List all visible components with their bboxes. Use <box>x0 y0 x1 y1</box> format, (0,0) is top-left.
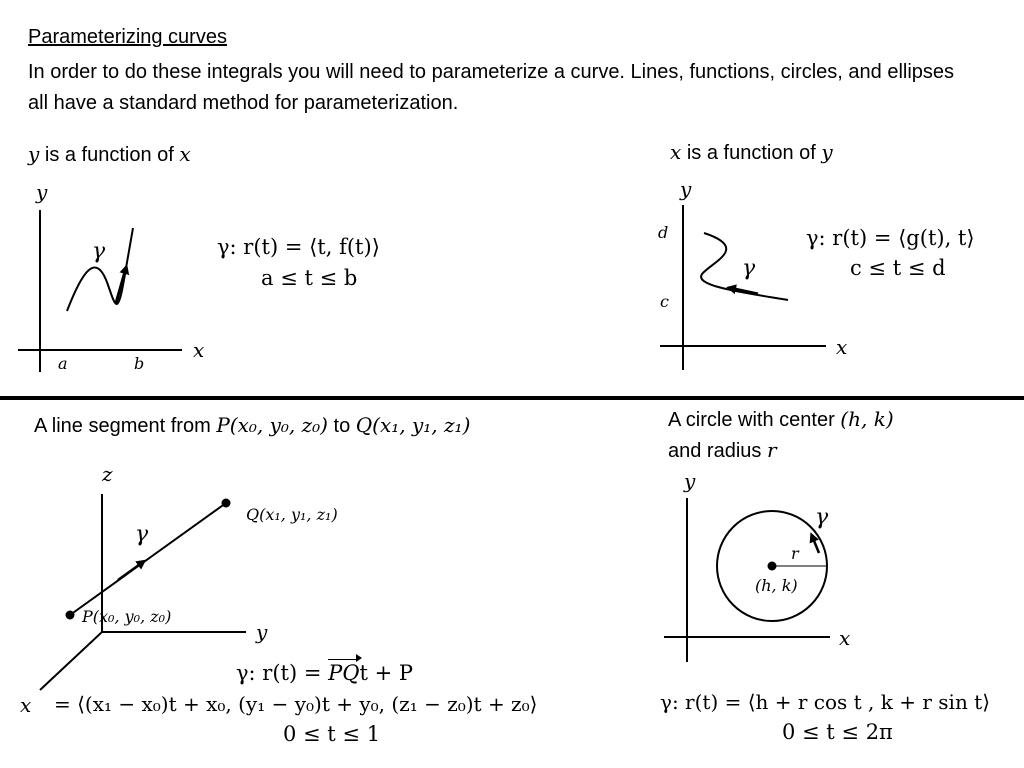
heading-text: is a function of <box>681 142 822 164</box>
eq1-suffix: t + P <box>359 661 413 685</box>
radius-label: r <box>791 544 799 563</box>
heading-to: to <box>327 415 356 437</box>
heading-text: is a function of <box>39 144 180 166</box>
axis-label-y: y <box>680 177 692 201</box>
heading-circle-line-2 <box>668 438 777 463</box>
equation-line-1: γ: r(t) = ⟨h + r cos t , k + r sin t⟩ <box>660 690 991 714</box>
heading-text: A circle with center <box>668 409 841 431</box>
circle-diagram <box>664 498 830 662</box>
heading-var-y: y <box>821 140 833 164</box>
heading-var-y: y <box>28 142 40 166</box>
equation-line-3: 0 ≤ t ≤ 1 <box>283 722 381 746</box>
function-of-x-diagram <box>18 210 182 372</box>
equation-line-2: a ≤ t ≤ b <box>261 266 358 290</box>
heading-var-x: x <box>670 140 682 164</box>
axis-label-x: x <box>20 693 32 717</box>
intro-paragraph: In order to do these integrals you will need to parameterize a curve. Lines, functions, circles, and ellipses all have a standard method for parameterization. <box>28 61 955 114</box>
axis-label-y: y <box>256 620 268 644</box>
page-title: Parameterizing curves <box>28 26 227 48</box>
heading-var-x: x <box>179 142 191 166</box>
equation-line-1 <box>236 661 413 685</box>
heading-point-q: Q(x₁, y₁, z₁) <box>355 413 471 437</box>
curve-label-gamma: γ <box>92 239 106 264</box>
vector-pq: PQ <box>328 661 360 685</box>
center-label: (h, k) <box>755 576 798 595</box>
axis-label-z: z <box>102 462 113 486</box>
heading-text: A line segment from <box>34 415 217 437</box>
axis-label-y: y <box>684 469 696 493</box>
label-b: b <box>134 354 145 373</box>
label-d: d <box>658 223 669 242</box>
point-p-label: P(x₀, y₀, z₀) <box>82 607 172 626</box>
function-of-y-diagram <box>660 205 826 370</box>
point-q-label: Q(x₁, y₁, z₁) <box>246 505 338 524</box>
equation-line-1: γ: r(t) = ⟨g(t), t⟩ <box>806 226 975 250</box>
axis-label-x: x <box>836 335 848 359</box>
heading-center: (h, k) <box>840 407 894 431</box>
curve-label-gamma: γ <box>135 522 149 547</box>
equation-line-2: c ≤ t ≤ d <box>850 256 946 280</box>
heading-circle-line-1 <box>668 407 894 432</box>
axis-label-y: y <box>36 180 48 204</box>
equation-line-1: γ: r(t) = ⟨t, f(t)⟩ <box>217 235 380 259</box>
x-axis <box>40 632 102 690</box>
heading-line-segment <box>34 413 470 438</box>
direction-arrow <box>812 536 819 553</box>
section-divider <box>0 396 1024 400</box>
point-p-dot <box>66 611 75 620</box>
curve-label-gamma: γ <box>742 256 756 281</box>
center-dot <box>768 562 777 571</box>
axis-label-x: x <box>193 338 205 362</box>
axis-label-x: x <box>839 626 851 650</box>
heading-text: and radius <box>668 440 767 462</box>
label-c: c <box>660 292 669 311</box>
curve-label-gamma: γ <box>815 505 829 530</box>
label-a: a <box>58 354 68 373</box>
point-q-dot <box>222 499 231 508</box>
equation-line-2: 0 ≤ t ≤ 2π <box>782 720 893 744</box>
direction-arrow <box>118 562 143 580</box>
heading-point-p: P(x₀, y₀, z₀) <box>216 413 328 437</box>
equation-line-2: = ⟨(x₁ − x₀)t + x₀, (y₁ − y₀)t + y₀, (z₁ − z₀)t + z₀⟩ <box>54 692 538 716</box>
eq1-prefix: γ: r(t) = <box>236 661 329 685</box>
heading-radius: r <box>766 438 777 462</box>
segment-line <box>70 503 226 615</box>
